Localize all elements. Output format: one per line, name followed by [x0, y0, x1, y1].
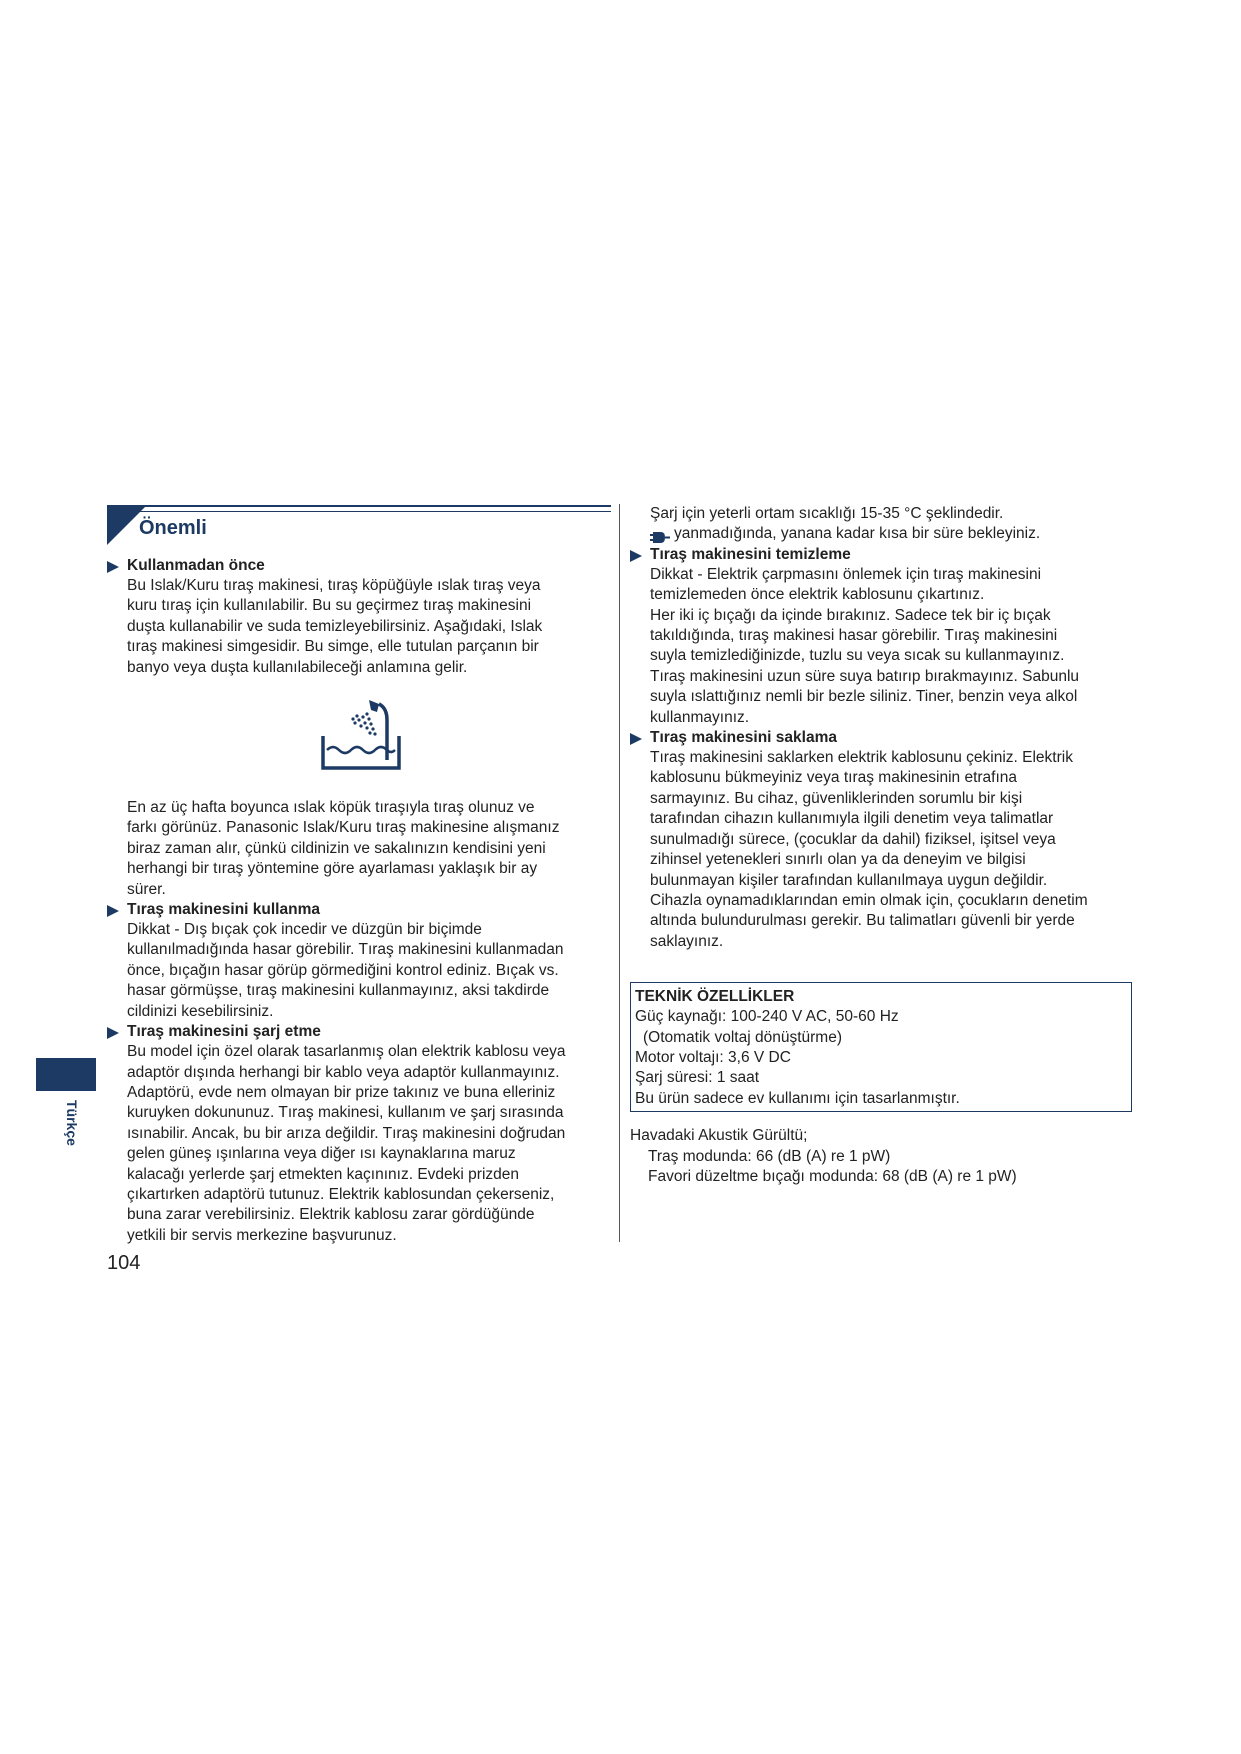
text-line: Bu model için özel olarak tasarlanmış olan elektrik kablosu veya: [127, 1043, 566, 1061]
text-line: Cihazla oynamadıklarından emin olmak için, çocukların denetim: [650, 891, 1088, 909]
text-line: kullanılmadığında hasar görebilir. Tıraş makinesini kullanmadan: [127, 941, 564, 959]
text-line: kablosunu bükmeyiniz veya tıraş makinesinin etrafına: [650, 769, 1018, 787]
noise-title: Havadaki Akustik Gürültü;: [630, 1127, 808, 1145]
text-line: zihinsel yetenekleri sınırlı olan ya da deneyim ve bilgisi: [650, 851, 1026, 869]
text-line: Dikkat - Dış bıçak çok incedir ve düzgün bir biçimde: [127, 921, 482, 939]
left-column: [107, 556, 612, 1246]
text-fragment: yanmadığında, yanana kadar kısa bir süre bekleyiniz.: [674, 525, 1041, 543]
text-line: sarmayınız. Bu cihaz, güvenliklerinden sorumlu bir kişi: [650, 789, 1023, 807]
text-line: duşta kullanabilir ve suda temizleyebilirsiniz. Aşağıdaki, Islak: [127, 617, 543, 635]
text-line: Her iki iç bıçağı da içinde bırakınız. Sadece tek bir iç bıçak: [650, 606, 1051, 624]
noise-line: Favori düzeltme bıçağı modunda: 68 (dB (A) re 1 pW): [648, 1167, 1017, 1185]
section-header: [107, 505, 611, 547]
right-column: [630, 504, 1170, 1187]
text-line: adaptör dışında herhangi bir kablo veya adaptör kullanmayınız.: [127, 1063, 560, 1081]
section-title: Tıraş makinesini şarj etme: [127, 1023, 321, 1041]
triangle-right-icon: [630, 733, 642, 745]
text-line: ısınabilir. Ancak, bu bir arıza değildir. Tıraş makinesini doğrudan: [127, 1124, 566, 1142]
noise-line: Traş modunda: 66 (dB (A) re 1 pW): [648, 1147, 891, 1165]
text-line: sürer.: [127, 880, 166, 898]
specs-title: TEKNİK ÖZELLİKLER: [635, 988, 795, 1006]
column-divider: [619, 504, 620, 1242]
header-rule-top: [141, 505, 611, 507]
plug-icon: [650, 529, 670, 540]
text-line: sunulmadığı sürece, (çocuklar da dahil) fiziksel, işitsel veya: [650, 830, 1056, 848]
text-line: saklayınız.: [650, 932, 724, 950]
text-line: kalacağı yerlerde şarj etmekten kaçınınız. Evdeki prizden: [127, 1165, 519, 1183]
section-title: Tıraş makinesini kullanma: [127, 901, 320, 919]
language-tab-marker: [36, 1058, 96, 1091]
spec-power-note: (Otomatik voltaj dönüştürme): [643, 1028, 842, 1046]
text-line: suyla ıslattığınız nemli bir bezle siliniz. Tiner, benzin veya alkol: [650, 688, 1078, 706]
triangle-right-icon: [107, 905, 119, 917]
language-label: Türkçe: [64, 1100, 80, 1146]
specs-box: [630, 982, 1132, 1112]
triangle-right-icon: [107, 1027, 119, 1039]
spec-home-use: Bu ürün sadece ev kullanımı için tasarlanmıştır.: [635, 1089, 960, 1107]
triangle-right-icon: [107, 561, 119, 573]
text-line: temizlemeden önce elektrik kablosunu çıkartınız.: [650, 586, 985, 604]
spec-power: Güç kaynağı: 100-240 V AC, 50-60 Hz: [635, 1008, 899, 1026]
text-line: cildinizi kesebilirsiniz.: [127, 1002, 274, 1020]
section-heading: [630, 728, 1170, 748]
header-rule-bottom: [117, 511, 611, 512]
text-line: takıldığında, tıraş makinesi hasar görebilir. Tıraş makinesini: [650, 627, 1058, 645]
text-line: Tıraş makinesini saklarken elektrik kablosunu çekiniz. Elektrik: [650, 749, 1073, 767]
text-line: kuru tıraş için kullanılabilir. Bu su geçirmez tıraş makinesini: [127, 597, 532, 615]
section-heading: [107, 556, 612, 576]
text-line: yetkili bir servis merkezine başvurunuz.: [127, 1226, 397, 1244]
section-heading: [107, 1022, 612, 1042]
text-line: Şarj için yeterli ortam sıcaklığı 15-35 °C şeklindedir.: [650, 505, 1004, 522]
spec-charge: Şarj süresi: 1 saat: [635, 1069, 760, 1087]
text-line: kuruyken dokununuz. Tıraş makinesi, kullanım ve şarj sırasında: [127, 1104, 564, 1122]
text-line: tarafından cihazın kullanımıyla ilgili denetim veya talimatlar: [650, 810, 1054, 828]
text-line: banyo veya duşta kullanılabileceği anlamına gelir.: [127, 658, 468, 676]
shower-bath-icon: [317, 698, 405, 774]
text-line: altında bulundurulması gerekir. Bu talimatları güvenli bir yerde: [650, 912, 1075, 930]
text-line: Tıraş makinesini uzun süre suya batırıp bırakmayınız. Sabunlu: [650, 667, 1080, 685]
section-title: Kullanmadan önce: [127, 557, 265, 574]
text-line: suyla temizlediğinizde, tuzlu su veya sıcak su kullanmayınız.: [650, 647, 1065, 665]
text-line: [630, 524, 1170, 544]
text-line: çıkartırken adaptörü tutunuz. Elektrik kablosundan çekerseniz,: [127, 1185, 555, 1203]
text-line: Dikkat - Elektrik çarpmasını önlemek için tıraş makinesini: [650, 565, 1042, 583]
text-line: biraz zaman alır, çünkü cildinizin ve sakalınızın kendisini yeni: [127, 839, 546, 857]
text-line: buna zarar verebilirsiniz. Elektrik kablosu zarar gördüğünde: [127, 1206, 535, 1224]
text-line: tıraş makinesi simgesidir. Bu simge, elle tutulan parçanın bir: [127, 638, 539, 656]
page-title: Önemli: [139, 517, 207, 539]
text-line: gelen güneş ışınlarına veya diğer ısı kaynaklarına maruz: [127, 1145, 516, 1163]
text-line: kullanmayınız.: [650, 708, 750, 726]
text-line: Adaptörü, evde nem olmayan bir prize takınız ve buna elleriniz: [127, 1083, 556, 1101]
text-line: önce, bıçağın hasar görüp görmediğini kontrol ediniz. Bıçak vs.: [127, 961, 559, 979]
triangle-right-icon: [630, 550, 642, 562]
text-line: En az üç hafta boyunca ıslak köpük tıraşıyla tıraş olunuz ve: [127, 799, 535, 817]
section-heading: [107, 900, 612, 920]
text-line: hasar görmüşse, tıraş makinesini kullanmayınız, aksi takdirde: [127, 982, 550, 1000]
text-line: herhangi bir tıraş yöntemine göre ayarlaması yaklaşık bir ay: [127, 860, 538, 878]
text-line: farkı görünüz. Panasonic Islak/Kuru tıraş makinesine alışmanız: [127, 819, 560, 837]
text-line: bulunmayan kişiler tarafından kullanılmaya uygun değildir.: [650, 871, 1048, 889]
text-line: Bu Islak/Kuru tıraş makinesi, tıraş köpüğüyle ıslak tıraş veya: [127, 577, 541, 594]
section-heading: [630, 545, 1170, 565]
spec-motor: Motor voltajı: 3,6 V DC: [635, 1048, 791, 1066]
section-title: Tıraş makinesini temizleme: [650, 545, 851, 563]
section-title: Tıraş makinesini saklama: [650, 729, 837, 747]
page-number: 104: [107, 1252, 141, 1274]
